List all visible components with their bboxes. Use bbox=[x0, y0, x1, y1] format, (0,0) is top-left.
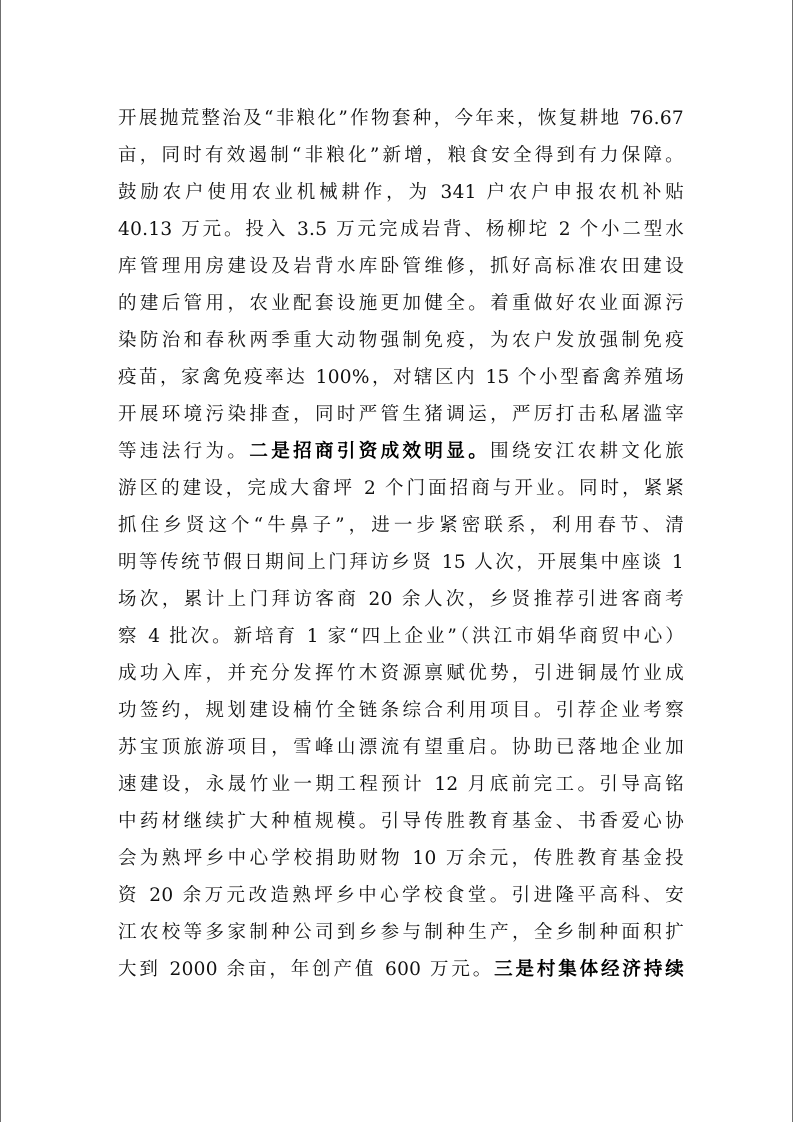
text-line bbox=[118, 100, 684, 137]
text-segment: 功签约，规划建设楠竹全链条综合利用项目。引荐企业考察 bbox=[118, 700, 684, 721]
text-line bbox=[118, 840, 684, 877]
text-segment: 库管理用房建设及岩背水库卧管维修，抓好高标准农田建设 bbox=[118, 256, 684, 277]
text-line bbox=[118, 655, 684, 692]
page-left-border bbox=[0, 0, 1, 1122]
body-text bbox=[118, 100, 684, 988]
text-segment: 明等传统节假日期间上门拜访乡贤 15 人次，开展集中座谈 1 bbox=[118, 552, 684, 573]
text-segment: 鼓励农户使用农业机械耕作，为 341 户农户申报农机补贴 bbox=[118, 182, 684, 203]
text-segment: 中药材继续扩大种植规模。引导传胜教育基金、书香爱心协 bbox=[118, 811, 684, 832]
text-segment: 成功入库，并充分发挥竹木资源禀赋优势，引进铜晟竹业成 bbox=[118, 663, 684, 684]
text-line bbox=[118, 729, 684, 766]
text-segment: 染防治和春秋两季重大动物强制免疫，为农户发放强制免疫 bbox=[118, 330, 684, 351]
text-segment: 资 20 余万元改造熟坪乡中心学校食堂。引进隆平高科、安 bbox=[118, 885, 684, 906]
text-segment: 场次，累计上门拜访客商 20 余人次，乡贤推荐引进客商考 bbox=[118, 589, 684, 610]
text-segment: 等违法行为。 bbox=[118, 441, 250, 462]
text-segment: 速建设，永晟竹业一期工程预计 12 月底前完工。引导高铭 bbox=[118, 774, 684, 795]
text-segment: 抓住乡贤这个“牛鼻子”，进一步紧密联系，利用春节、清 bbox=[118, 515, 684, 536]
text-line bbox=[118, 248, 684, 285]
text-segment: 围绕安江农耕文化旅 bbox=[490, 441, 684, 462]
text-segment: 察 4 批次。新培育 1 家“四上企业”（洪江市娟华商贸中心） bbox=[118, 626, 684, 647]
bold-heading: 三是村集体经济持续 bbox=[494, 959, 684, 980]
text-segment: 疫苗，家禽免疫率达 100%，对辖区内 15 个小型畜禽养殖场 bbox=[118, 367, 684, 388]
text-line bbox=[118, 137, 684, 174]
text-segment: 会为熟坪乡中心学校捐助财物 10 万余元，传胜教育基金投 bbox=[118, 848, 684, 869]
text-segment: 开展环境污染排查，同时严管生猪调运，严厉打击私屠滥宰 bbox=[118, 404, 684, 425]
text-line bbox=[118, 433, 684, 470]
text-line bbox=[118, 211, 684, 248]
text-line bbox=[118, 951, 684, 988]
bold-heading: 二是招商引资成效明显。 bbox=[249, 441, 491, 462]
text-line bbox=[118, 507, 684, 544]
text-segment: 40.13 万元。投入 3.5 万元完成岩背、杨柳坨 2 个小二型水 bbox=[118, 219, 684, 240]
text-line bbox=[118, 285, 684, 322]
text-line bbox=[118, 359, 684, 396]
text-line bbox=[118, 803, 684, 840]
text-line bbox=[118, 692, 684, 729]
text-segment: 的建后管用，农业配套设施更加健全。着重做好农业面源污 bbox=[118, 293, 684, 314]
text-line bbox=[118, 877, 684, 914]
text-line bbox=[118, 396, 684, 433]
text-line bbox=[118, 322, 684, 359]
text-line bbox=[118, 544, 684, 581]
text-segment: 开展抛荒整治及“非粮化”作物套种，今年来，恢复耕地 76.67 bbox=[118, 108, 684, 129]
text-segment: 江农校等多家制种公司到乡参与制种生产，全乡制种面积扩 bbox=[118, 922, 684, 943]
text-line bbox=[118, 581, 684, 618]
text-segment: 苏宝顶旅游项目，雪峰山漂流有望重启。协助已落地企业加 bbox=[118, 737, 684, 758]
text-line bbox=[118, 174, 684, 211]
text-line bbox=[118, 766, 684, 803]
text-segment: 亩，同时有效遏制“非粮化”新增，粮食安全得到有力保障。 bbox=[118, 145, 684, 166]
text-line bbox=[118, 914, 684, 951]
text-line bbox=[118, 618, 684, 655]
text-segment: 游区的建设，完成大畲坪 2 个门面招商与开业。同时，紧紧 bbox=[118, 478, 684, 499]
text-line bbox=[118, 470, 684, 507]
text-segment: 大到 2000 余亩，年创产值 600 万元。 bbox=[118, 959, 495, 980]
